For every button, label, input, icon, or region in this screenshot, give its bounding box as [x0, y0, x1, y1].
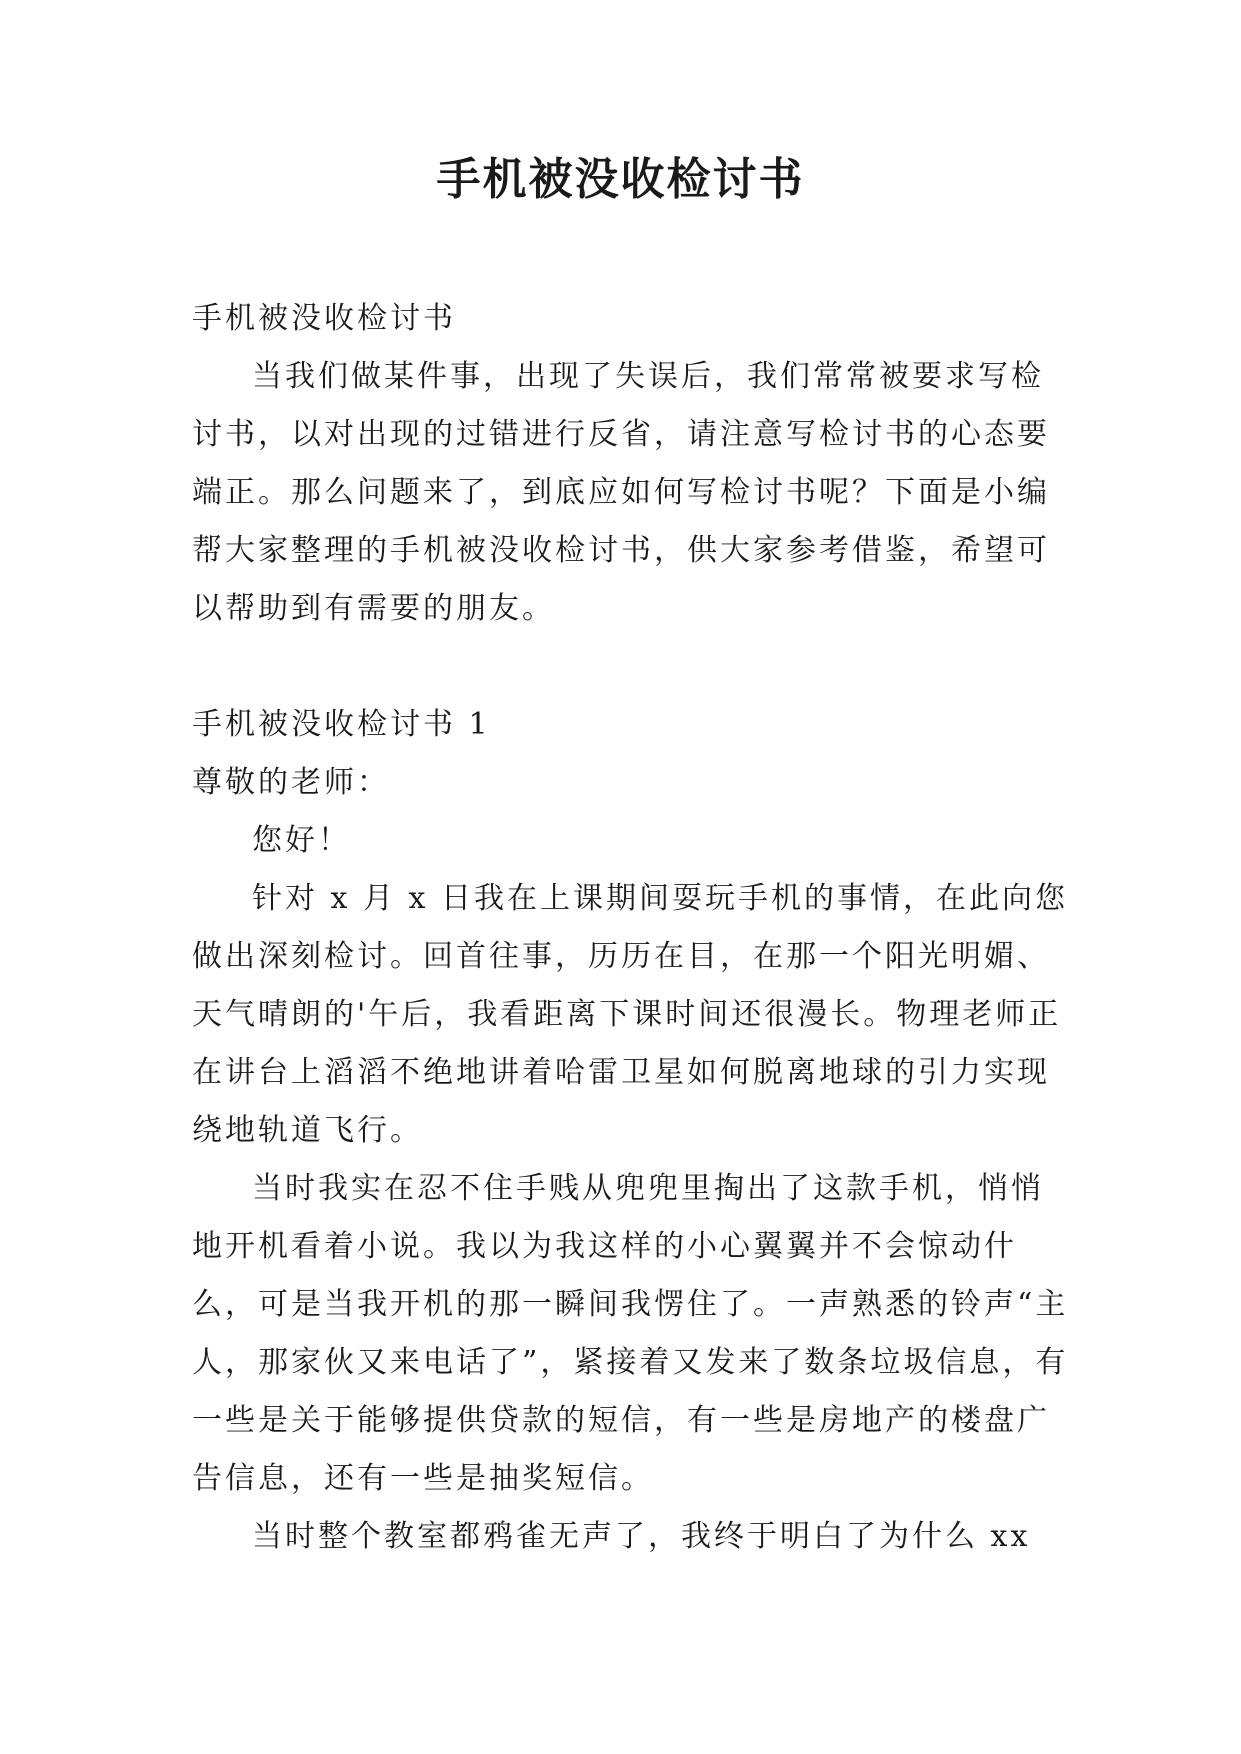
- section-heading: 手机被没收检讨书 1: [192, 707, 491, 742]
- document-subtitle: 手机被没收检讨书: [192, 301, 456, 336]
- document-title: 手机被没收检讨书: [436, 154, 805, 205]
- body-paragraph-1: 针对 x 月 x 日我在上课期间耍玩手机的事情，在此向您做出深刻检讨。回首往事，历历在目，在那一个阳光明媚、天气晴朗的'午后，我看距离下课时间还很漫长。物理老师正在讲台上滔滔不绝地讲着哈雷卫星如何脱离地球的引力实现绕地轨道飞行。: [192, 881, 1068, 1148]
- greeting: 您好！: [252, 823, 351, 858]
- document-body: [192, 290, 1072, 1566]
- intro-paragraph: 当我们做某件事，出现了失误后，我们常常被要求写检讨书，以对出现的过错进行反省，请注意写检讨书的心态要端正。那么问题来了，到底应如何写检讨书呢？下面是小编帮大家整理的手机被没收检讨书，供大家参考借鉴，希望可以帮助到有需要的朋友。: [192, 359, 1050, 626]
- salutation: 尊敬的老师：: [192, 765, 390, 800]
- body-paragraph-2: 当时我实在忍不住手贱从兜兜里掏出了这款手机，悄悄地开机看着小说。我以为我这样的小心翼翼并不会惊动什么，可是当我开机的那一瞬间我愣住了。一声熟悉的铃声“主人，那家伙又来电话了”，紧接着又发来了数条垃圾信息，有一些是关于能够提供贷款的短信，有一些是房地产的楼盘广告信息，还有一些是抽奖短信。: [192, 1171, 1069, 1496]
- body-paragraph-3: 当时整个教室都鸦雀无声了，我终于明白了为什么 xx: [252, 1519, 1031, 1554]
